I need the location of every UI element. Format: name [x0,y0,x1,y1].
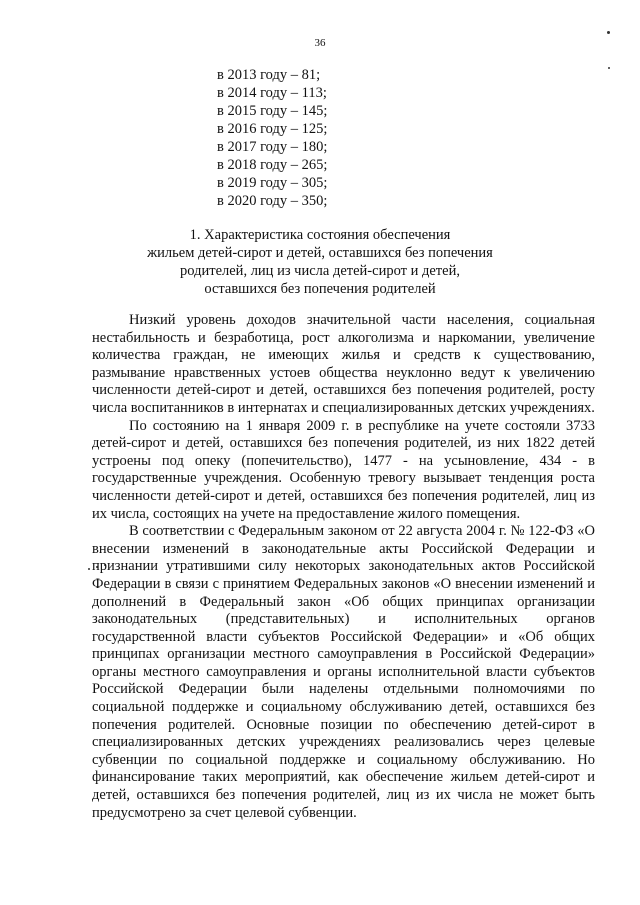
section-heading [100,226,540,298]
section-heading-line: жильем детей-сирот и детей, оставшихся без попечения [147,245,493,261]
paragraph: Низкий уровень доходов значительной части населения, социальная нестабильность и безработица, рост алкоголизма и наркомании, увеличение количества граждан, не имеющих жилья и средств к существованию, размывание нравственных устоев общества неуклонно ведут к увеличению численности детей-сирот и детей, оставшихся без попечения родителей, росту числа воспитанников в интернатах и специализированных детских учреждениях. [92,312,595,416]
page-number: 36 [314,37,326,49]
scan-speck [608,67,610,69]
year-count-item: в 2015 году – 145; [217,103,328,119]
year-count-item: в 2013 году – 81; [217,67,321,83]
section-heading-line: 1. Характеристика состояния обеспечения [189,227,451,243]
scan-speck [607,31,610,34]
paragraph: По состоянию на 1 января 2009 г. в республике на учете состояли 3733 детей-сирот и детей, оставшихся без попечения родителей, из них 1822 детей устроены под опеку (попечительство), 1477 - на усыновление, 434 - в государственные учреждения. Особенную тревогу вызывает тенденция роста численности детей-сирот и детей, оставшихся без попечения родителей, лиц из их числа, состоящих на учете на предоставление жилого помещения. [92,417,595,522]
scan-speck [88,568,90,570]
year-count-item: в 2017 году – 180; [217,139,328,155]
year-count-item: в 2018 году – 265; [217,157,328,173]
year-count-item: в 2016 году – 125; [217,121,328,137]
year-count-list [217,66,327,210]
year-count-item: в 2019 году – 305; [217,175,328,191]
section-heading-line: оставшихся без попечения родителей [204,281,436,297]
body-text [92,312,595,822]
year-count-item: в 2020 году – 350; [217,193,328,209]
paragraph: В соответствии с Федеральным законом от 22 августа 2004 г. № 122-ФЗ «О внесении изменений в законодательные акты Российской Федерации и признании утратившими силу некоторых законодательных актов Российской Федерации в связи с принятием Федеральных законов «О внесении изменений и дополнений в Федеральный закон «Об общих принципах организации законодательных (представительных) и исполнительных органов государственной власти субъектов Российской Федерации» и «Об общих принципах организации местного самоуправления в Российской Федерации» органы местного самоуправления и органы исполнительной власти субъектов Российской Федерации были наделены отдельными полномочиями по социальной поддержке и социальному обслуживанию детей, оставшихся без попечения родителей. Основные позиции по обеспечению детей-сирот в специализированных детских учреждениях реализовались через целевые субвенции по социальной поддержке и социальному обслуживанию. Но финансирование таких мероприятий, как обеспечение жильем детей-сирот и детей, оставшихся без попечения родителей, лиц из их числа не может быть предусмотрено за счет целевой субвенции. [92,523,595,821]
section-heading-line: родителей, лиц из числа детей-сирот и детей, [180,263,460,279]
year-count-item: в 2014 году – 113; [217,85,327,101]
